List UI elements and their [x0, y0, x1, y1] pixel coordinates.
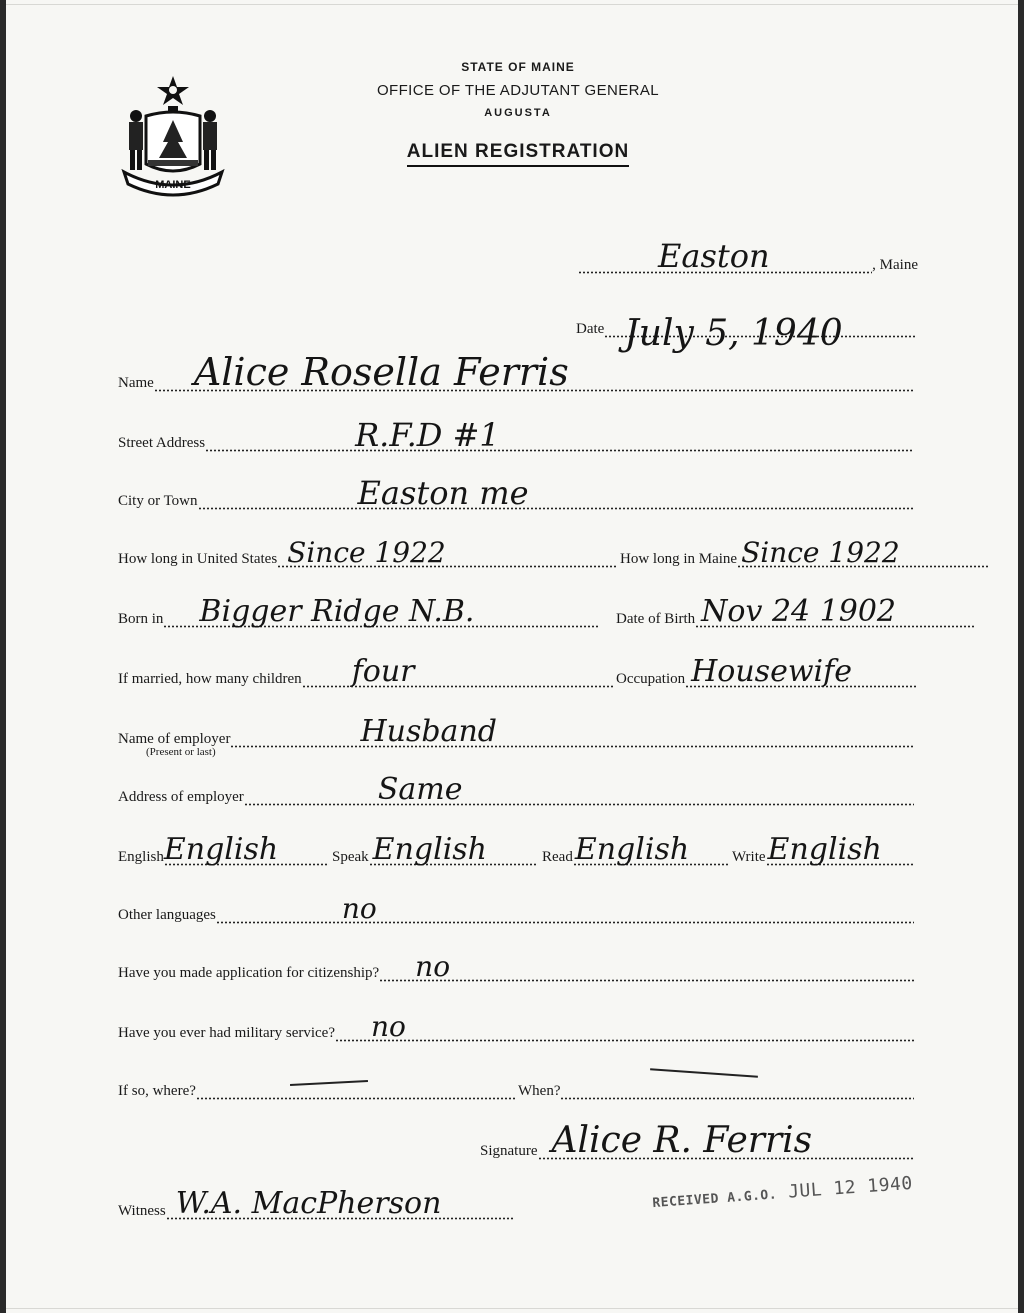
name-label: Name: [118, 375, 154, 391]
scan-edge-right: [1018, 0, 1024, 1313]
born-in-label: Born in: [118, 611, 164, 627]
name-field[interactable]: [154, 350, 914, 394]
employer-field[interactable]: [230, 714, 914, 749]
occupation-label: Occupation: [616, 671, 686, 687]
read-row: [542, 832, 730, 867]
citizenship-label: Have you made application for citizenship?: [118, 965, 380, 981]
where-label: If so, where?: [118, 1083, 196, 1099]
maine-duration-value: Since 1922: [741, 536, 900, 569]
citizenship-value: no: [415, 950, 451, 983]
employer-row: [118, 714, 914, 749]
write-value: English: [767, 832, 882, 867]
dob-field[interactable]: [695, 594, 976, 629]
signature-value: Alice R. Ferris: [551, 1120, 813, 1161]
maine-state-seal: [118, 72, 228, 198]
received-stamp-text: RECEIVED A.G.O.: [651, 1187, 778, 1212]
witness-label: Witness: [118, 1203, 166, 1219]
occupation-field[interactable]: [685, 654, 916, 689]
other-languages-field[interactable]: [216, 892, 914, 925]
children-value: four: [351, 654, 415, 689]
english-row: [118, 832, 328, 867]
write-row: [732, 832, 914, 867]
dob-row: [616, 594, 976, 629]
where-field[interactable]: [196, 1080, 516, 1100]
name-value: Alice Rosella Ferris: [193, 350, 569, 394]
city-row: [118, 474, 914, 512]
us-duration-label: How long in United States: [118, 551, 278, 567]
employer-value: Husband: [360, 714, 497, 749]
employer-address-row: [118, 772, 914, 807]
when-row: [518, 1080, 914, 1100]
children-field[interactable]: [302, 654, 614, 689]
employer-address-value: Same: [377, 772, 463, 807]
write-label: Write: [732, 849, 766, 865]
employer-address-label: Address of employer: [118, 789, 244, 805]
date-row: [576, 313, 916, 354]
place-field[interactable]: [578, 237, 872, 275]
speak-field[interactable]: [369, 832, 538, 867]
military-row: [118, 1010, 914, 1043]
us-duration-value: Since 1922: [287, 536, 446, 569]
street-field[interactable]: [205, 416, 914, 454]
when-label: When?: [518, 1083, 561, 1099]
born-in-row: [118, 594, 598, 629]
signature-field[interactable]: [538, 1120, 915, 1161]
read-value: English: [574, 832, 690, 867]
children-label: If married, how many children: [118, 671, 302, 687]
office-city: AUGUSTA: [484, 107, 552, 119]
write-field[interactable]: [766, 832, 914, 867]
street-row: [118, 416, 914, 454]
form-title: ALIEN REGISTRATION: [407, 141, 629, 167]
other-languages-label: Other languages: [118, 907, 216, 923]
citizenship-row: [118, 950, 914, 983]
date-value: July 5, 1940: [624, 313, 843, 354]
signature-label: Signature: [480, 1143, 538, 1159]
street-label: Street Address: [118, 435, 206, 451]
witness-row: [118, 1186, 514, 1221]
witness-field[interactable]: [166, 1186, 514, 1221]
military-field[interactable]: [335, 1010, 914, 1043]
maine-duration-row: [620, 536, 990, 569]
read-label: Read: [542, 849, 573, 865]
dob-label: Date of Birth: [616, 611, 696, 627]
other-languages-value: no: [341, 892, 377, 925]
occupation-value: Housewife: [691, 654, 852, 689]
employer-sublabel: (Present or last): [146, 746, 216, 758]
when-field[interactable]: [560, 1080, 914, 1100]
signature-row: [480, 1120, 914, 1161]
speak-value: English: [372, 832, 488, 867]
children-row: [118, 654, 614, 689]
read-field[interactable]: [573, 832, 730, 867]
other-languages-row: [118, 892, 914, 925]
speak-row: [332, 832, 538, 867]
us-duration-row: [118, 536, 618, 569]
occupation-row: [616, 654, 916, 689]
english-value: English: [163, 832, 279, 867]
city-label: City or Town: [118, 493, 198, 509]
name-row: [118, 350, 914, 394]
witness-value: W.A. MacPherson: [175, 1186, 442, 1221]
office-name: OFFICE OF THE ADJUTANT GENERAL: [376, 82, 660, 99]
place-value: Easton: [658, 237, 770, 275]
maine-duration-label: How long in Maine: [620, 551, 738, 567]
english-label: English: [118, 849, 164, 865]
received-stamp-date: JUL 12 1940: [787, 1172, 914, 1203]
military-value: no: [371, 1010, 406, 1043]
military-label: Have you ever had military service?: [118, 1025, 335, 1041]
employer-label: Name of employer: [118, 731, 231, 747]
date-field[interactable]: [604, 313, 916, 354]
date-label: Date: [576, 321, 605, 337]
letterhead: [300, 60, 736, 167]
scan-edge-left: [0, 0, 6, 1313]
speak-label: Speak: [332, 849, 369, 865]
city-value: Easton me: [357, 474, 529, 512]
page-border: [4, 4, 1020, 1309]
place-row: [578, 237, 918, 275]
city-field[interactable]: [198, 474, 914, 512]
dob-value: Nov 24 1902: [701, 594, 897, 629]
svg-text:MAINE: MAINE: [155, 179, 191, 191]
born-in-value: Bigger Ridge N.B.: [199, 594, 475, 629]
english-field[interactable]: [163, 832, 328, 867]
citizenship-field[interactable]: [379, 950, 914, 983]
state-name: STATE OF MAINE: [461, 60, 575, 74]
maine-duration-field[interactable]: [737, 536, 990, 569]
street-value: R.F.D #1: [355, 416, 500, 454]
born-in-field[interactable]: [163, 594, 598, 629]
employer-address-field[interactable]: [244, 772, 914, 807]
us-duration-field[interactable]: [277, 536, 618, 569]
place-suffix: , Maine: [872, 257, 918, 273]
